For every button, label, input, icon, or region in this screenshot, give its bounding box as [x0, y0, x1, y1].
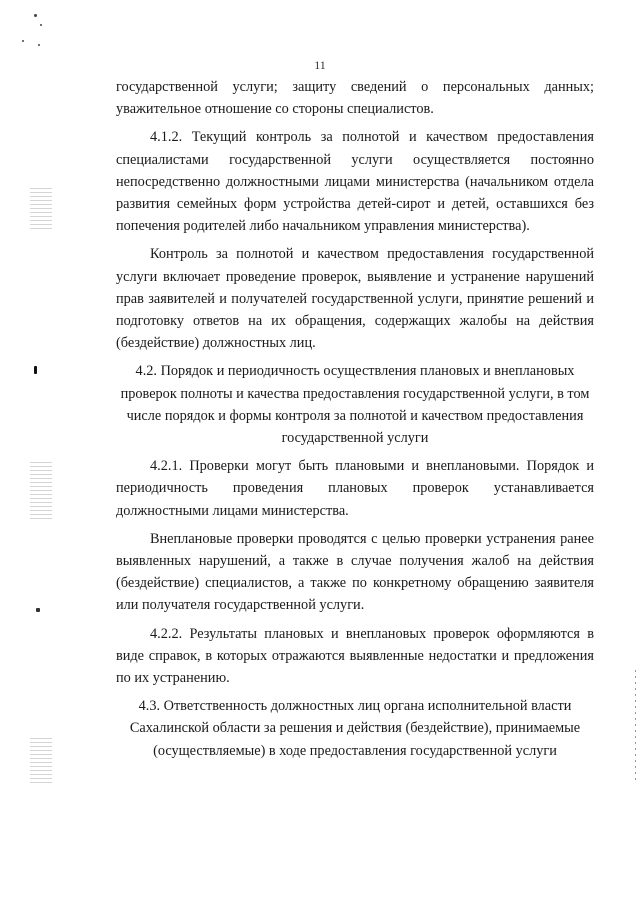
paragraph: 4.1.2. Текущий контроль за полнотой и качеством предоставления специалистами государственной услуги осуществляется постоянно непосредственно должностными лицами министерства (начальником отдела развития семейных форм устройства детей-сирот и детей, оставшихся без попечения родителей либо начальником управления министерства). [116, 129, 594, 235]
section-heading: 4.2. Порядок и периодичность осуществления плановых и внеплановых проверок полноты и качества предоставления государственной услуги, в том числе порядок и формы контроля за полнотой и качеством предоставления государственной услуги [120, 363, 590, 447]
margin-noise [30, 738, 52, 786]
scan-speck [34, 14, 37, 17]
document-body [116, 76, 594, 768]
punch-mark [36, 608, 40, 612]
scan-speck [38, 44, 40, 46]
page-number: 11 [314, 58, 326, 72]
page-edge-line [635, 670, 636, 780]
paragraph: государственной услуги; защиту сведений о персональных данных; уважительное отношение со стороны специалистов. [116, 79, 594, 118]
scan-speck [40, 24, 42, 26]
margin-noise [30, 188, 52, 230]
punch-mark [34, 366, 37, 374]
margin-noise [30, 462, 52, 520]
section-heading: 4.3. Ответственность должностных лиц органа исполнительной власти Сахалинской области за решения и действия (бездействие), принимаемые (осуществляемые) в ходе предоставления государственной услуги [129, 698, 581, 759]
paragraph: 4.2.1. Проверки могут быть плановыми и внеплановыми. Порядок и периодичность проведения плановых проверок устанавливается должностными лицами министерства. [116, 458, 594, 519]
paragraph: 4.2.2. Результаты плановых и внеплановых проверок оформляются в виде справок, в которых отражаются выявленные недостатки и предложения по их устранению. [116, 625, 594, 687]
paragraph: Внеплановые проверки проводятся с целью проверки устранения ранее выявленных нарушений, а также в случае получения жалоб на действия (бездействие) специалистов, а также по конкретному обращению заявителя или получателя государственной услуги. [116, 530, 594, 614]
paragraph: Контроль за полнотой и качеством предоставления государственной услуги включает проведение проверок, выявление и устранение нарушений прав заявителей и получателей государственной услуги, принятие решений и подготовку ответов на их обращения, содержащих жалобы на действия (бездействие) должностных лиц. [116, 246, 594, 352]
scan-speck [22, 40, 24, 42]
